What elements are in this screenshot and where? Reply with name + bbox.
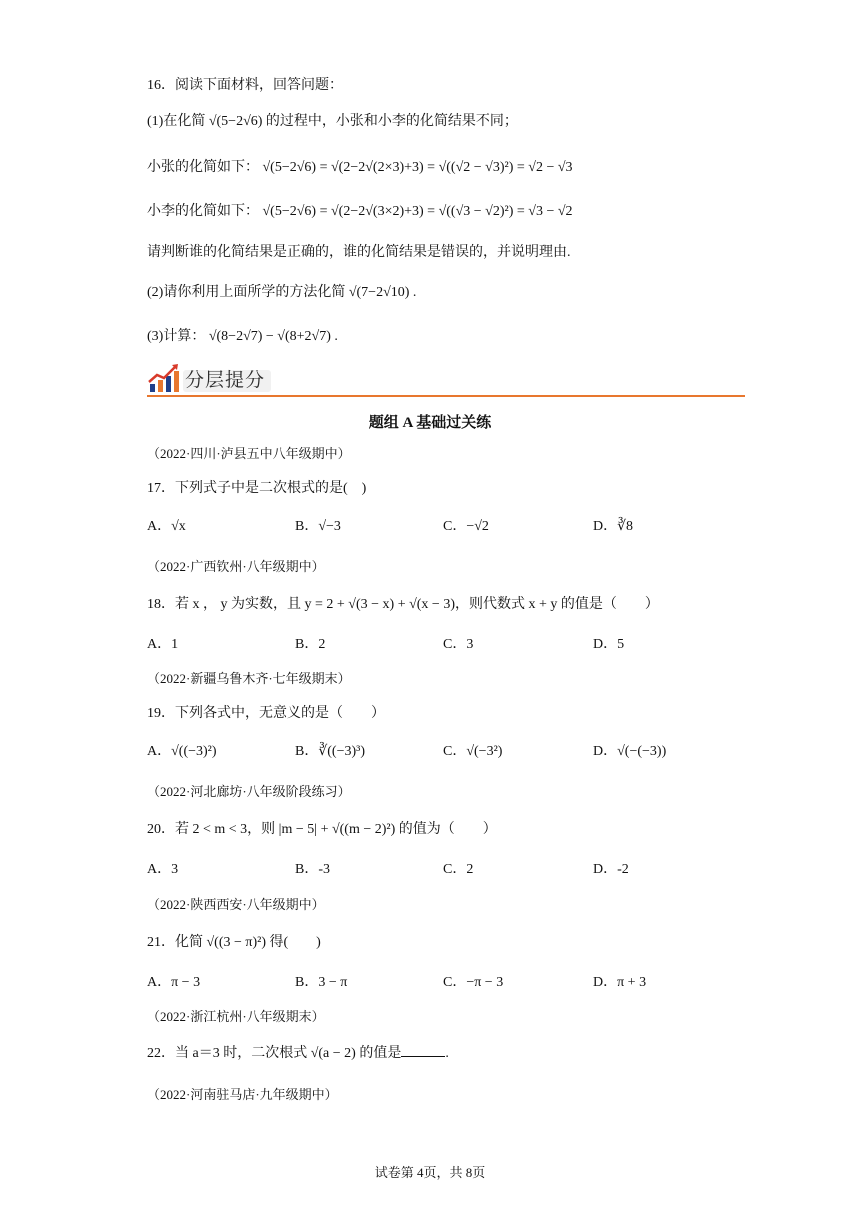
option-d: D．∛8: [593, 519, 634, 534]
option-d: D．π + 3: [593, 975, 647, 990]
option-a: A．1: [147, 637, 179, 652]
option-b: B．∛((−3)³): [295, 744, 365, 759]
answer-options: [147, 741, 707, 763]
question-stem: 19．下列各式中，无意义的是（ ）: [147, 706, 385, 721]
answer-options: [147, 859, 707, 881]
section-banner: [147, 362, 745, 400]
option-a: A．3: [147, 862, 179, 877]
question-stem-prefix: 22．当 a＝3 时，二次根式 √(a − 2) 的值是: [147, 1046, 402, 1061]
question-source: （2022·河北廊坊·八年级阶段练习）: [147, 784, 351, 799]
option-d: D．√(−(−3)): [593, 744, 667, 759]
q16-li-prefix: 小李的化简如下：: [147, 204, 259, 219]
question-stem: 17．下列式子中是二次根式的是( ): [147, 481, 367, 496]
q16-part3-suffix: .: [334, 329, 338, 344]
section-title: 题组 A 基础过关练: [368, 415, 492, 431]
option-a: A．√((−3)²): [147, 744, 217, 759]
question-stem: [147, 1042, 449, 1064]
q16-part1-prefix: (1)在化简: [147, 114, 206, 129]
q16-zhang-expression: √(5−2√6) = √(2−2√(2×3)+3) = √((√2 − √3)²) = √2 − √3: [262, 160, 573, 175]
option-b: B．2: [295, 637, 326, 652]
q16-part1: [147, 112, 518, 132]
question-source: （2022·浙江杭州·八年级期末）: [147, 1009, 325, 1024]
question-stem: 18．若 x ， y 为实数，且 y = 2 + √(3 − x) + √(x − 3)，则代数式 x + y 的值是（ ）: [147, 597, 659, 612]
q16-part2-prefix: (2)请你利用上面所学的方法化简: [147, 285, 346, 300]
option-c: C．−π − 3: [443, 975, 504, 990]
q16-part3: [147, 327, 338, 347]
option-d: D．5: [593, 637, 625, 652]
q16-intro: 16．阅读下面材料，回答问题：: [147, 78, 343, 93]
q16-part3-expression: √(8−2√7) − √(8+2√7): [208, 329, 331, 344]
rising-chart-icon: [147, 362, 181, 396]
option-d: D．-2: [593, 862, 629, 877]
question-source: （2022·四川·泸县五中八年级期中）: [147, 446, 351, 461]
option-c: C．3: [443, 637, 474, 652]
option-b: B．3 − π: [295, 975, 348, 990]
answer-options: [147, 516, 707, 538]
answer-blank: [401, 1042, 445, 1057]
q16-part1-suffix: 的过程中，小张和小李的化简结果不同；: [265, 114, 518, 129]
option-b: B．-3: [295, 862, 330, 877]
answer-options: [147, 972, 707, 994]
question-source: （2022·新疆乌鲁木齐·七年级期末）: [147, 671, 351, 686]
question-source: （2022·河南驻马店·九年级期中）: [147, 1087, 338, 1102]
q16-part2: [147, 283, 416, 303]
q16-part2-suffix: .: [412, 285, 417, 300]
q16-li-expression: √(5−2√6) = √(2−2√(3×2)+3) = √((√3 − √2)²) = √3 − √2: [262, 204, 573, 219]
question-source: （2022·陕西西安·八年级期中）: [147, 897, 325, 912]
q16-part2-expression: √(7−2√10): [348, 285, 410, 300]
q16-zhang-line: [147, 158, 573, 178]
q16-part3-prefix: (3)计算：: [147, 329, 206, 344]
question-stem: 21．化简 √((3 − π)²) 得( ): [147, 935, 321, 950]
q16-li-line: [147, 202, 573, 222]
q16-zhang-prefix: 小张的化简如下：: [147, 160, 259, 175]
option-a: A．π − 3: [147, 975, 201, 990]
option-c: C．√(−3²): [443, 744, 503, 759]
question-source: （2022·广西钦州·八年级期中）: [147, 559, 325, 574]
q16-judge: 请判断谁的化简结果是正确的，谁的化简结果是错误的，并说明理由.: [147, 245, 571, 260]
banner-rule: [147, 395, 745, 397]
option-a: A．√x: [147, 519, 186, 534]
question-stem-suffix: .: [445, 1046, 449, 1061]
banner-label: 分层提分: [185, 369, 266, 391]
question-stem: 20．若 2 < m < 3，则 |m − 5| + √((m − 2)²) 的值为（ ）: [147, 822, 497, 837]
answer-options: [147, 634, 707, 656]
page-footer: 试卷第 4页，共 8页: [374, 1165, 486, 1180]
option-c: C．2: [443, 862, 474, 877]
option-b: B．√−3: [295, 519, 341, 534]
q16-part1-expression: √(5−2√6): [208, 114, 263, 129]
option-c: C．−√2: [443, 519, 489, 534]
